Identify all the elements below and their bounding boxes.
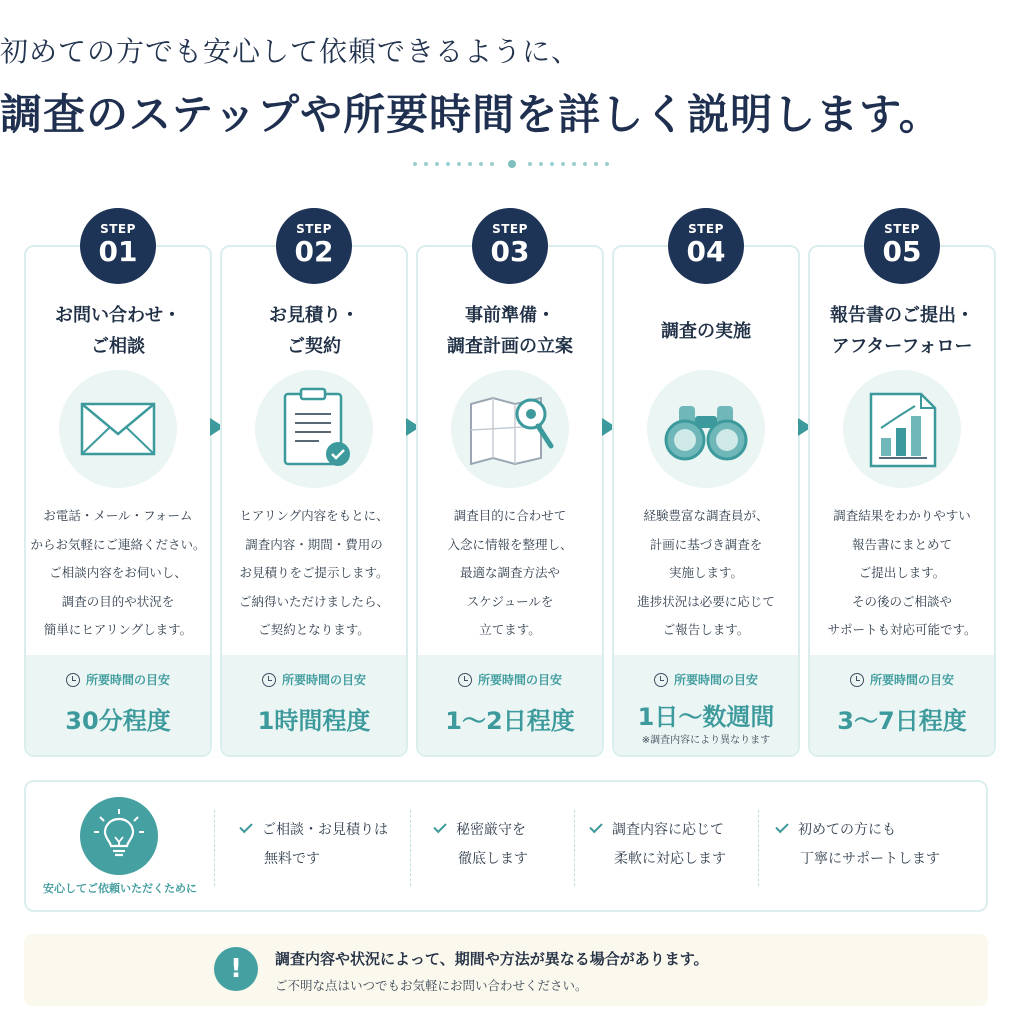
time-label: 所要時間の目安 xyxy=(673,673,758,687)
time-value: 3〜7日程度 xyxy=(837,707,967,735)
divider xyxy=(574,810,575,886)
time-label: 所要時間の目安 xyxy=(281,673,366,687)
step-badge xyxy=(864,208,940,284)
step-time-box xyxy=(26,655,210,755)
time-value: 1時間程度 xyxy=(257,707,371,735)
step-description: お電話・メール・フォーム からお気軽にご連絡ください。 ご相談内容をお伺いし、 調査の目的や状況を 簡単にヒアリングします。 xyxy=(30,508,206,637)
time-value: 1日〜数週間 xyxy=(637,703,775,731)
clock-icon xyxy=(66,673,80,687)
step-label: STEP xyxy=(296,222,332,236)
step-title: 報告書のご提出・ アフターフォロー xyxy=(830,305,974,357)
step-description: 調査結果をわかりやすい 報告書にまとめて ご提出します。 その後のご相談や サポートも対応可能です。 xyxy=(827,508,977,637)
step-description: 調査目的に合わせて 入念に情報を整理し、 最適な調査方法や スケジュールを 立てます。 xyxy=(447,508,573,637)
feature-flexible: 調査内容に応じて 柔軟に対応します xyxy=(590,816,726,874)
step-number: 01 xyxy=(98,235,138,268)
clock-icon xyxy=(654,673,668,687)
time-label: 所要時間の目安 xyxy=(477,673,562,687)
step-time-box xyxy=(418,655,602,755)
clock-icon xyxy=(850,673,864,687)
step-number: 04 xyxy=(686,235,726,268)
step-number: 02 xyxy=(294,235,334,268)
clipboard-check-icon xyxy=(255,370,373,488)
report-chart-icon xyxy=(843,370,961,488)
notice-subtext: ご不明な点はいつでもお気軽にお問い合わせください。 xyxy=(275,978,588,993)
step-time-box xyxy=(614,655,798,755)
feature-beginner-support: 初めての方にも 丁寧にサポートします xyxy=(776,816,940,874)
time-value: 30分程度 xyxy=(65,707,171,735)
assurance-caption: 安心してご依頼いただくために xyxy=(43,882,197,895)
check-icon xyxy=(589,820,602,833)
step-time-box xyxy=(222,655,406,755)
clock-icon xyxy=(458,673,472,687)
notice-box xyxy=(24,934,988,1006)
header-subtitle: 初めての方でも安心して依頼できるように、 xyxy=(0,35,581,68)
step-time-box xyxy=(810,655,994,755)
map-search-icon xyxy=(451,370,569,488)
decorative-dots xyxy=(413,160,611,168)
envelope-icon xyxy=(59,370,177,488)
binoculars-icon xyxy=(647,370,765,488)
check-icon xyxy=(775,820,788,833)
lightbulb-icon xyxy=(80,797,158,875)
step-title: 事前準備・ 調査計画の立案 xyxy=(447,305,573,357)
divider xyxy=(758,810,759,886)
step-number: 03 xyxy=(490,235,530,268)
step-title: お見積り・ ご契約 xyxy=(269,305,359,357)
time-label: 所要時間の目安 xyxy=(85,673,170,687)
feature-confidentiality: 秘密厳守を 徹底します xyxy=(434,816,528,874)
clock-icon xyxy=(262,673,276,687)
step-badge xyxy=(276,208,352,284)
feature-free-consultation: ご相談・お見積りは 無料です xyxy=(240,816,388,874)
step-description: 経験豊富な調査員が、 計画に基づき調査を 実施します。 進捗状況は必要に応じて ご報告します。 xyxy=(637,508,775,637)
check-icon xyxy=(239,820,252,833)
step-label: STEP xyxy=(688,222,724,236)
step-badge xyxy=(668,208,744,284)
step-number: 05 xyxy=(882,235,922,268)
notice-text: 調査内容や状況によって、期間や方法が異なる場合があります。 xyxy=(275,950,709,968)
step-label: STEP xyxy=(492,222,528,236)
header-title: 調査のステップや所要時間を詳しく説明します。 xyxy=(0,90,942,139)
step-title: 調査の実施 xyxy=(661,321,751,342)
divider xyxy=(214,810,215,886)
step-label: STEP xyxy=(884,222,920,236)
time-note: ※調査内容により異なります xyxy=(641,735,771,746)
step-badge xyxy=(472,208,548,284)
step-badge xyxy=(80,208,156,284)
exclamation-icon: ! xyxy=(214,947,258,991)
time-value: 1〜2日程度 xyxy=(445,707,575,735)
divider xyxy=(410,810,411,886)
step-label: STEP xyxy=(100,222,136,236)
step-description: ヒアリング内容をもとに、 調査内容・期間・費用の お見積りをご提示します。 ご納得いただけましたら、 ご契約となります。 xyxy=(238,508,389,637)
time-label: 所要時間の目安 xyxy=(869,673,954,687)
step-title: お問い合わせ・ ご相談 xyxy=(55,305,181,357)
check-icon xyxy=(433,820,446,833)
